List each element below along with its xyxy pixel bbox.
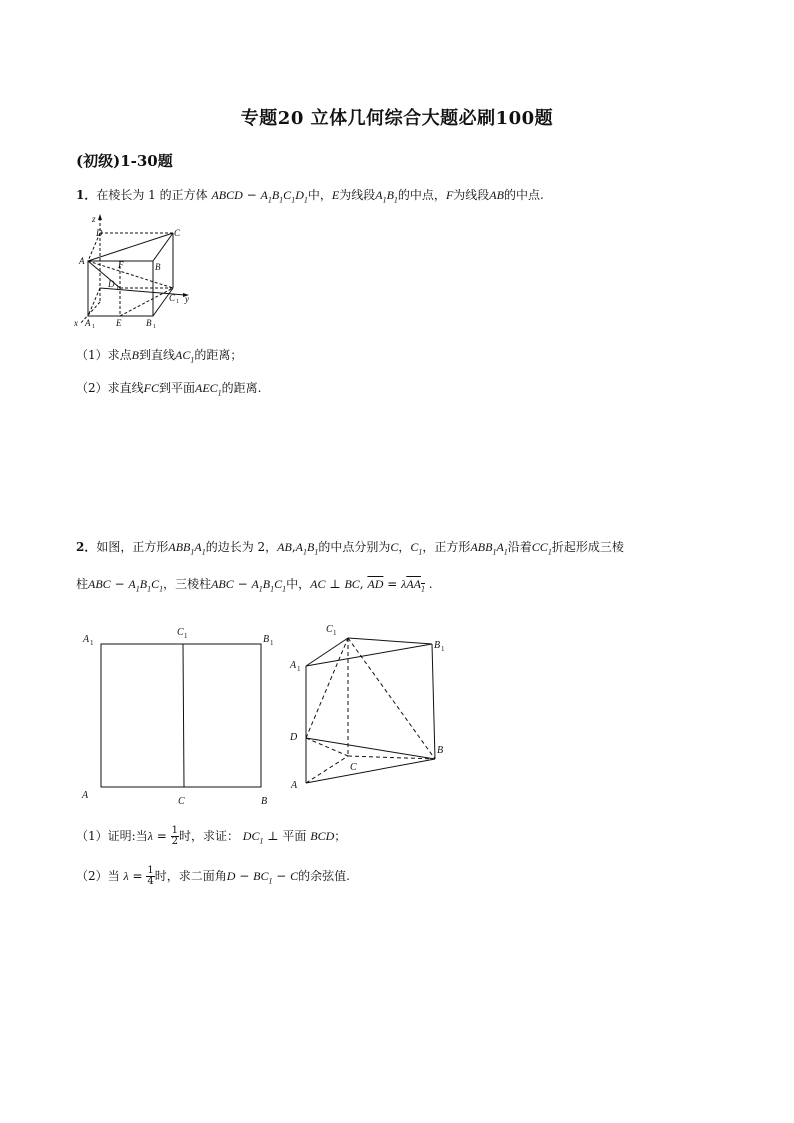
q1-stem-text: 在棱长为 1 的正方体	[96, 188, 208, 202]
q2-stem-line2: 柱ABC − $A_1B_1C_1$，三棱柱ABC − $A_1B_1C_1$中，AC ⊥ BC, $\overline{AD} = \lambda AA_1$ .	[76, 577, 433, 594]
fig1-label-D1: D	[108, 279, 115, 289]
svg-text:1: 1	[116, 285, 119, 291]
svg-text:1: 1	[441, 645, 445, 653]
q1-part1: （1）求点B到直线$AC_1$的距离；	[76, 348, 243, 365]
q2-part1-text: （1）证明:当	[76, 829, 148, 843]
q2-number: 2．	[76, 540, 97, 554]
q2-stem-text: 如图，正方形	[96, 540, 169, 554]
svg-text:1: 1	[270, 639, 274, 647]
q1-part2: （2）求直线FC到平面$AEC_1$的距离.	[76, 381, 262, 398]
prism-figure	[286, 620, 456, 800]
fig1-label-A1: A	[85, 318, 91, 328]
q2-stem-text: ，三棱柱	[163, 577, 212, 591]
q2-stem-text: 中，	[286, 577, 311, 591]
section-heading: (初级)1-30题	[76, 152, 173, 170]
fig1-label-F: F	[118, 260, 124, 270]
fig2-label-C1: C	[177, 627, 184, 638]
q2-part1-text: 时，求证：	[178, 829, 239, 843]
q1-part1-text: 的距离；	[194, 348, 243, 362]
fraction-quarter	[146, 866, 154, 887]
fig3-label-C: C	[350, 762, 357, 773]
fig1-label-B1: B	[146, 318, 152, 328]
square-figure	[76, 620, 286, 812]
fig2-label-B: B	[261, 796, 268, 807]
fig3-label-A1: A	[290, 660, 297, 671]
fig1-label-x: x	[74, 318, 78, 328]
fraction-numerator: 1	[147, 865, 154, 876]
fraction-denominator: 4	[147, 876, 154, 887]
q2-part2: （2）当 λ = $\frac{1}{4}$ 时，求二面角$D - BC_1 - C$的余弦值.	[76, 865, 350, 887]
q1-part1-text: （1）求点	[76, 348, 132, 362]
q2-stem-text: ，正方形	[422, 540, 471, 554]
fig1-label-D: D	[96, 228, 103, 238]
q1-part2-text: 的距离.	[221, 381, 262, 395]
fig1-label-B: B	[155, 262, 161, 272]
fig2-label-A1: A	[83, 634, 90, 645]
fig3-label-D: D	[290, 732, 298, 743]
q2-part1-text: 平面	[282, 829, 307, 843]
fig1-label-z: z	[92, 214, 96, 224]
fig1-label-C: C	[174, 228, 181, 238]
q1-stem: 1．在棱长为 1 的正方体 ABCD − $A_1B_1C_1D_1$中，E为线段$A_1B_1$的中点，F为线段AB的中点.	[76, 188, 544, 205]
fraction-numerator: 1	[171, 825, 178, 836]
q1-number: 1．	[76, 188, 97, 202]
svg-text:1: 1	[297, 665, 301, 673]
q1-part2-text: 到平面	[158, 381, 195, 395]
svg-text:1: 1	[153, 324, 156, 330]
fig1-label-y: y	[185, 294, 189, 304]
q2-part2-text: （2）当	[76, 869, 120, 883]
fig1-label-A: A	[79, 256, 85, 266]
fig2-label-B1: B	[263, 634, 270, 645]
fraction-denominator: 2	[171, 836, 178, 847]
q1-stem-text: 为线段	[339, 188, 376, 202]
q1-stem-text: 的中点.	[503, 188, 544, 202]
q2-part1: （1）证明:当λ = $\frac{1}{2}$ 时，求证： $DC_1$ ⊥ 平面 BCD；	[76, 825, 347, 847]
fig1-label-C1: C	[169, 293, 176, 303]
q2-stem-text: 柱	[76, 577, 89, 591]
page-title: 专题20 立体几何综合大题必刷100题	[240, 108, 554, 129]
fig3-label-A: A	[291, 780, 298, 791]
fig3-label-B1: B	[434, 640, 441, 651]
q1-part2-text: （2）求直线	[76, 381, 144, 395]
svg-text:1: 1	[333, 629, 337, 637]
svg-text:1: 1	[92, 324, 95, 330]
q1-stem-text: 的中点，	[397, 188, 446, 202]
q2-stem-text: 的中点分别为	[318, 540, 391, 554]
svg-text:1: 1	[90, 639, 94, 647]
svg-text:1: 1	[184, 632, 188, 640]
fig1-label-E: E	[116, 318, 122, 328]
q1-stem-text: 中，	[307, 188, 332, 202]
q2-part2-text: 时，求二面角	[154, 869, 227, 883]
q2-part2-text: 的余弦值.	[298, 869, 350, 883]
q2-stem-text: 折起形成三棱	[551, 540, 624, 554]
q2-stem-text: 的边长为 2，	[205, 540, 278, 554]
fig2-label-C: C	[178, 796, 185, 807]
q2-stem-text: 沿着	[507, 540, 532, 554]
q2-stem: 2．如图，正方形$ABB_1A_1$的边长为 2，$AB,A_1B_1$的中点分别为C，$C_1$，正方形$ABB_1A_1$沿着$CC_1$折起形成三棱	[76, 540, 624, 557]
fig3-label-C1: C	[326, 624, 333, 635]
q2-part1-text: ；	[334, 829, 347, 843]
fraction-half	[171, 826, 179, 847]
svg-text:1: 1	[176, 299, 179, 305]
q1-part1-text: 到直线	[138, 348, 175, 362]
fig2-label-A: A	[82, 790, 89, 801]
q1-stem-text: 为线段	[453, 188, 490, 202]
fig3-label-B: B	[437, 745, 444, 756]
cube-figure	[70, 208, 200, 334]
